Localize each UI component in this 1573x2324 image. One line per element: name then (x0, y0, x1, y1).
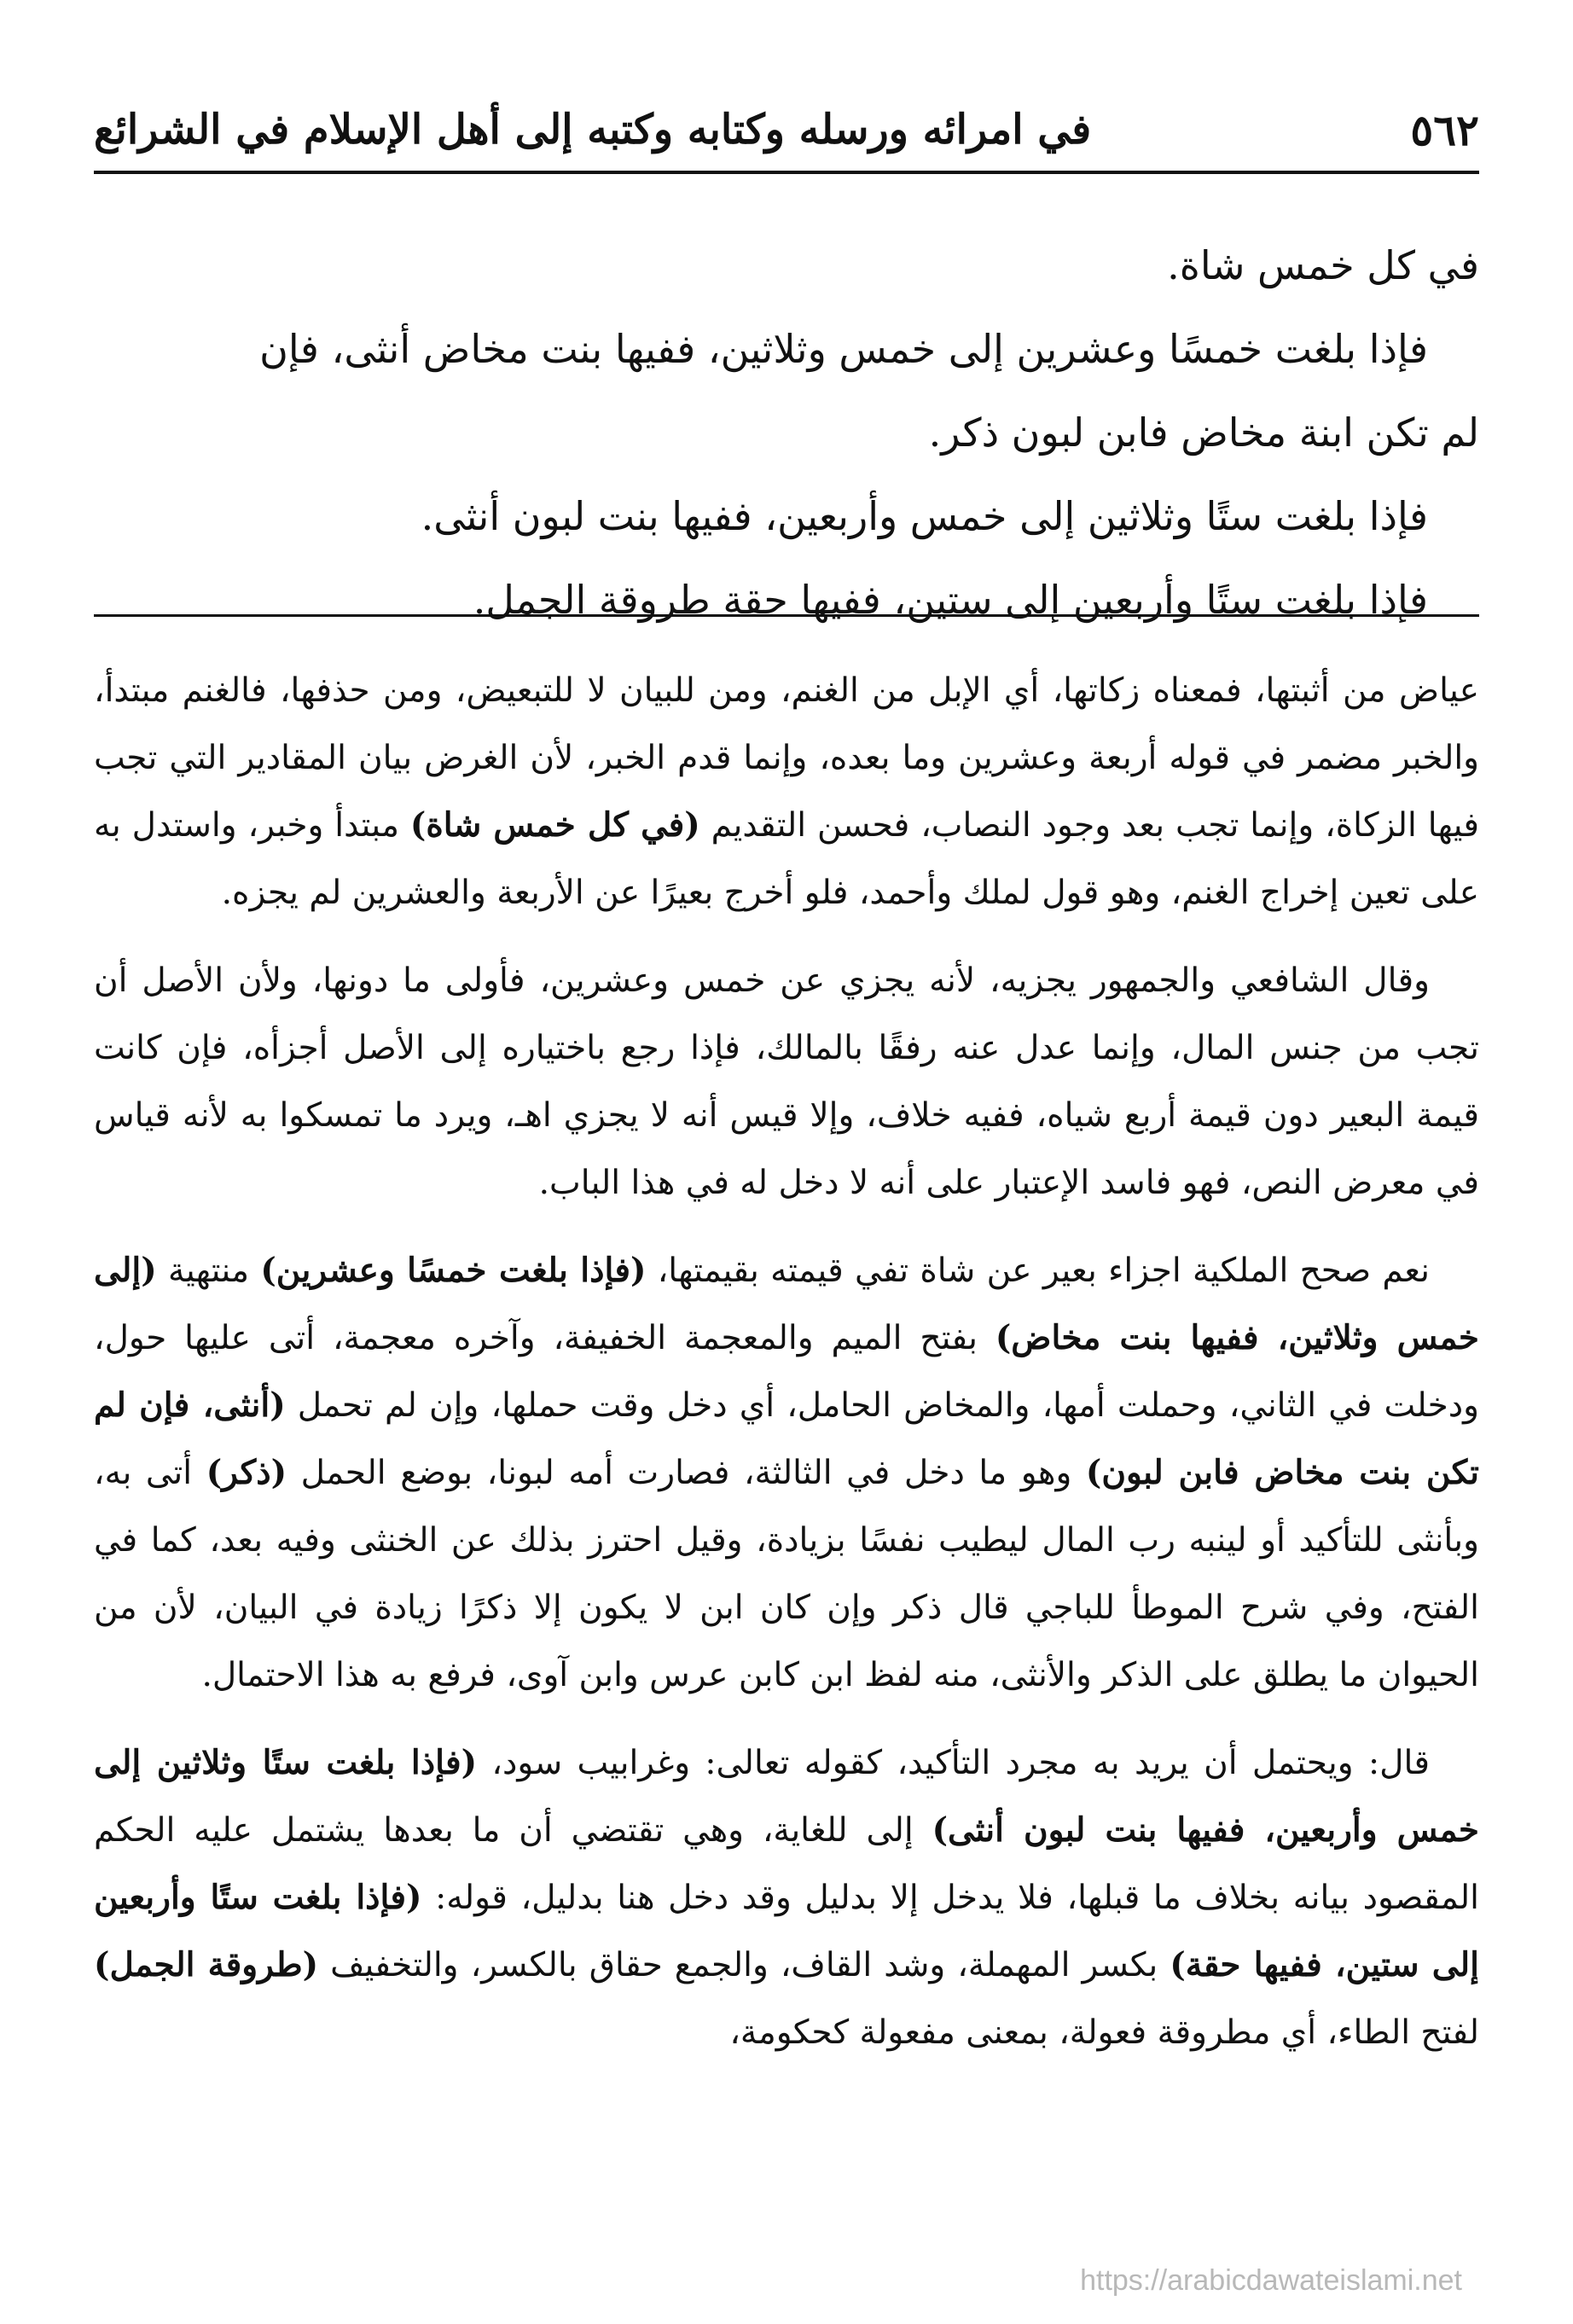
hadith-line: فإذا بلغت خمسًا وعشرين إلى خمس وثلاثين، ففيها بنت مخاض أنثى، فإن (259, 326, 1428, 372)
page-number: ٥٦٢ (1410, 104, 1479, 155)
commentary-text-run: وقال الشافعي والجمهور يجزيه، لأنه يجزي عن خمس وعشرين، فأولى ما دونها، ولأن الأصل أن تجب من جنس المال، وإنما عدل عنه رفقًا بالمالك، فإذا رجع باختياره إلى الأصل أجزأه، فإن كانت قيمة البعير دون قيمة أربع شياه، ففيه خلاف، وإلا قيس أنه لا يجزي اهـ، ويرد ما تمسكوا به لأنه قياس في معرض النص، فهو فاسد الإعتبار على أنه لا دخل له في هذا الباب. (94, 962, 1479, 1202)
commentary-text-run: بكسر المهملة، وشد القاف، والجمع حقاق بالكسر، والتخفيف (318, 1946, 1170, 1984)
hadith-line: لم تكن ابنة مخاض فابن لبون ذكر. (928, 410, 1479, 456)
quoted-hadith-phrase: (فإذا بلغت خمسًا وعشرين) (260, 1251, 647, 1290)
quoted-hadith-phrase: (أنثى، فإن لم تكن بنت مخاض فابن لبون) (94, 1386, 1479, 1492)
hadith-line: في كل خمس شاة. (1167, 242, 1479, 288)
commentary-text-run: قال: ويحتمل أن يريد به مجرد التأكيد، كقوله تعالى: وغرابيب سود، (477, 1744, 1430, 1782)
commentary-text (94, 657, 1479, 2087)
commentary-paragraph (94, 1237, 1479, 1709)
hadith-line: فإذا بلغت ستًا وثلاثين إلى خمس وأربعين، ففيها بنت لبون أنثى. (421, 493, 1428, 539)
quoted-hadith-phrase: (في كل خمس شاة) (409, 805, 700, 845)
commentary-paragraph (94, 657, 1479, 927)
commentary-paragraph (94, 1729, 1479, 2066)
quoted-hadith-phrase: (ذكر) (206, 1453, 287, 1492)
commentary-paragraph (94, 947, 1479, 1217)
commentary-text-run: وهو ما دخل في الثالثة، فصارت أمه لبونا، بوضع الحمل (287, 1454, 1086, 1492)
quoted-hadith-phrase: (طروقة الجمل) (94, 1945, 319, 1984)
quoted-hadith-phrase: (فإذا بلغت ستًا وأربعين إلى ستين، ففيها حقة) (94, 1878, 1479, 1984)
commentary-text-run: مبتدأ وخبر، واستدل به على تعين إخراج الغنم، وهو قول لملك وأحمد، فلو أخرج بعيرًا عن الأربعة والعشرين لم يجزه. (94, 806, 1479, 912)
quoted-hadith-phrase: (فإذا بلغت ستًا وثلاثين إلى خمس وأربعين، ففيها بنت لبون أنثى) (94, 1743, 1479, 1850)
running-title: في امرائه ورسله وكتابه وكتبه إلى أهل الإسلام في الشرائع (94, 106, 1092, 154)
commentary-text-run: لفتح الطاء، أي مطروقة فعولة، بمعنى مفعولة كحكومة، (729, 2013, 1479, 2052)
watermark-url: https://arabicdawateislami.net (1080, 2264, 1462, 2297)
hadith-line: فإذا بلغت ستًا وأربعين إلى ستين، ففيها حقة طروقة الجمل. (473, 577, 1428, 623)
commentary-text-run: منتهية (156, 1252, 261, 1290)
commentary-text-run: عياض من أثبتها، فمعناه زكاتها، أي الإبل من الغنم، ومن للبيان لا للتبعيض، ومن حذفها، فالغنم مبتدأ، والخبر مضمر في قوله أربعة وعشرين وما بعده، وإنما قدم الخبر، لأن الغرض بيان المقادير التي تجب فيها الزكاة، وإنما تجب بعد وجود النصاب، فحسن التقديم (94, 671, 1479, 845)
quoted-hadith-phrase: (إلى خمس وثلاثين، ففيها بنت مخاض) (94, 1251, 1479, 1357)
commentary-text-run: نعم صحح الملكية اجزاء بعير عن شاة تفي قيمته بقيمتها، (646, 1252, 1430, 1290)
commentary-text-run: أتى به، وبأنثى للتأكيد أو لينبه رب المال ليطيب نفسًا بزيادة، وقيل احترز بذلك عن الخنثى وفيه بعد، كما في الفتح، وفي شرح الموطأ للباجي قال ذكر وإن كان ابن لا يكون إلا ذكرًا زيادة في البيان، لأن من الحيوان ما يطلق على الذكر والأنثى، منه لفظ ابن كابن عرس وابن آوى، فرفع به هذا الاحتمال. (94, 1454, 1479, 1694)
page-header (94, 89, 1479, 174)
commentary-text-run: إلى للغاية، وهي تقتضي أن ما بعدها يشتمل عليه الحكم المقصود بيانه بخلاف ما قبلها، فلا يدخل إلا بدليل وقد دخل هنا بدليل، قوله: (94, 1811, 1479, 1917)
hadith-text (94, 224, 1479, 642)
commentary-text-run: بفتح الميم والمعجمة الخفيفة، وآخره معجمة، أتى عليها حول، ودخلت في الثاني، وحملت أمها، والمخاض الحامل، أي دخل وقت حملها، وإن لم تحمل (94, 1319, 1479, 1425)
section-divider (94, 614, 1479, 617)
